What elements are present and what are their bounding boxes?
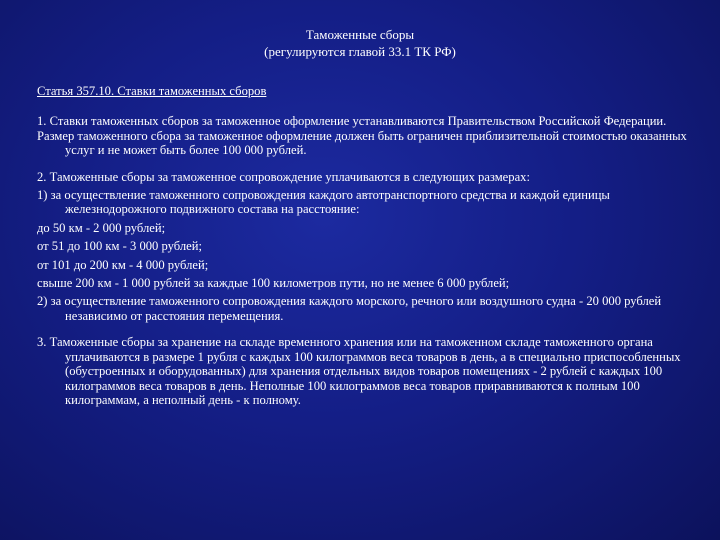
paragraph-3: 2. Таможенные сборы за таможенное сопровождение уплачиваются в следующих размерах: — [37, 169, 530, 184]
title-line-1: Таможенные сборы — [305, 27, 415, 42]
title-line-2: (регулируются главой 33.1 ТК РФ) — [264, 44, 456, 59]
paragraph-vessels: 2) за осуществление таможенного сопровождения каждого морского, речного или воздушного судна - 20 000 рублей независимо от расстояния перемещения. — [37, 294, 662, 323]
rate-item-50km: до 50 км - 2 000 рублей; — [37, 220, 166, 235]
paragraph-2: Размер таможенного сбора за таможенное оформление должен быть ограничен приблизительной стоимостью оказанных услуг и не может быть более 100 000 рублей. — [37, 128, 687, 158]
spacer — [37, 323, 687, 335]
spacer — [37, 158, 687, 170]
rate-item-200km: от 101 до 200 км - 4 000 рублей; — [37, 257, 209, 272]
rate-item-100km: от 51 до 100 км - 3 000 рублей; — [37, 239, 202, 254]
article-heading: Статья 357.10. Ставки таможенных сборов — [37, 84, 267, 98]
paragraph-storage: 3. Таможенные сборы за хранение на складе временного хранения или на таможенном складе таможенного органа уплачиваются в размере 1 рубля с каждых 100 килограммов веса товаров в день, а в специально приспособленных (обустроенных и оборудованных) для хранения отдельных видов товаров помещениях - 2 рублей с каждых 100 килограммов веса товаров в день. Неполные 100 килограммов веса товаров приравниваются к полным 100 килограммам, а неполный день - к полному. — [37, 335, 681, 407]
slide-title — [0, 26, 720, 60]
rate-item-over-200km: свыше 200 км - 1 000 рублей за каждые 100 километров пути, но не менее 6 000 рублей; — [37, 276, 510, 291]
slide-content — [37, 84, 687, 407]
paragraph-1: 1. Ставки таможенных сборов за таможенное оформление устанавливаются Правительством Российской Федерации. — [37, 114, 667, 129]
paragraph-4: 1) за осуществление таможенного сопровождения каждого автотранспортного средства и каждой единицы железнодорожного подвижного состава на расстояние: — [37, 188, 610, 217]
